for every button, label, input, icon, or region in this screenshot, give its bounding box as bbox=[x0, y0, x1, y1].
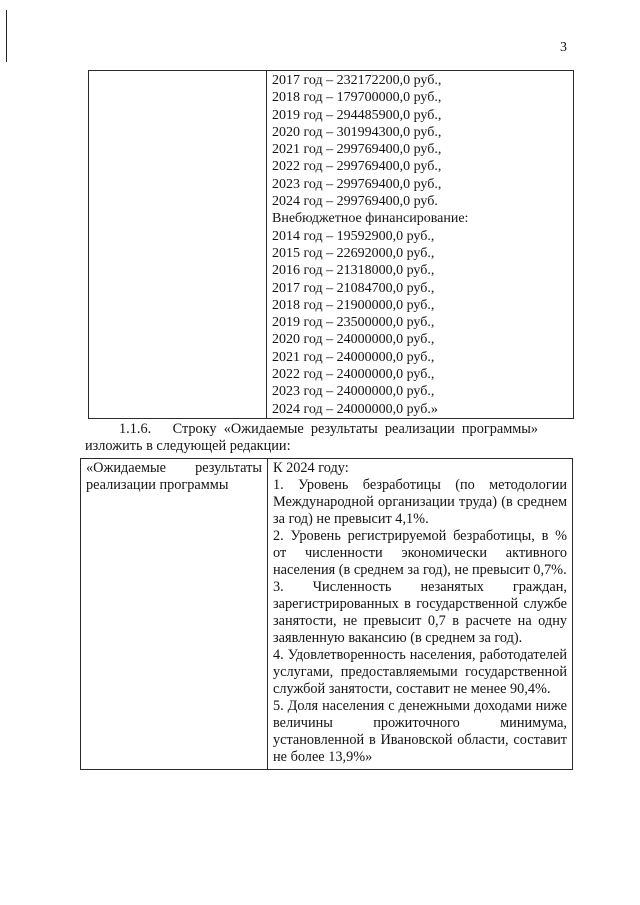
extrabudget-line: 2019 год – 23500000,0 руб., bbox=[272, 315, 435, 331]
extrabudget-line: 2015 год – 22692000,0 руб., bbox=[272, 245, 435, 261]
row-label: «Ожидаемые результаты bbox=[86, 460, 262, 476]
page-number: 3 bbox=[560, 40, 567, 55]
extrabudget-line: 2022 год – 24000000,0 руб., bbox=[272, 367, 435, 383]
extrabudget-line: 2014 год – 19592900,0 руб., bbox=[272, 228, 435, 244]
budget-line: 2020 год – 301994300,0 руб., bbox=[272, 124, 442, 140]
budget-line: 2023 год – 299769400,0 руб., bbox=[272, 176, 442, 192]
budget-line: 2024 год – 299769400,0 руб. bbox=[272, 194, 438, 210]
extrabudget-line: 2020 год – 24000000,0 руб., bbox=[272, 332, 435, 348]
result-item: 3. Численность незанятых граждан, зарегистрированных в государственной службе занятости, не превысит 0,7 в расчете на одну заявленную вакансию (в среднем за год). bbox=[273, 579, 567, 646]
result-item: 1. Уровень безработицы (по методологии Международной организации труда) (в среднем за год) не превысит 4,1%. bbox=[273, 477, 567, 527]
table-row bbox=[81, 459, 573, 770]
result-item: 4. Удовлетворенность населения, работодателей услугами, предоставляемыми государственной службой занятости, составит не менее 90,4%. bbox=[273, 647, 567, 697]
section-heading-line: изложить в следующей редакции: bbox=[85, 438, 291, 454]
budget-line: 2022 год – 299769400,0 руб., bbox=[272, 159, 442, 175]
budget-line: 2019 год – 294485900,0 руб., bbox=[272, 107, 442, 123]
result-item: 2. Уровень регистрируемой безработицы, в % от численности экономически активного населения (в среднем за год), не превысит 0,7%. bbox=[273, 528, 567, 578]
expected-results-label-cell bbox=[81, 459, 268, 770]
table-row bbox=[89, 71, 574, 419]
result-item: 5. Доля населения с денежными доходами ниже величины прожиточного минимума, установленной в Ивановской области, составит не более 13,9%» bbox=[273, 698, 567, 765]
extrabudget-line: 2021 год – 24000000,0 руб., bbox=[272, 349, 435, 365]
budget-line: 2017 год – 232172200,0 руб., bbox=[272, 73, 442, 88]
extrabudget-heading: Внебюджетное финансирование: bbox=[272, 211, 469, 227]
section-heading-line: 1.1.6. Строку «Ожидаемые результаты реализации программы» bbox=[119, 421, 539, 437]
extrabudget-line: 2023 год – 24000000,0 руб., bbox=[272, 384, 435, 400]
funding-table-left-cell bbox=[89, 71, 267, 419]
extrabudget-line: 2016 год – 21318000,0 руб., bbox=[272, 263, 435, 279]
results-intro: К 2024 году: bbox=[273, 460, 349, 476]
row-label: реализации программы bbox=[86, 477, 229, 493]
extrabudget-line: 2017 год – 21084700,0 руб., bbox=[272, 280, 435, 296]
budget-line: 2018 год – 179700000,0 руб., bbox=[272, 90, 442, 106]
funding-table-right-cell bbox=[267, 71, 574, 419]
extrabudget-line: 2024 год – 24000000,0 руб.» bbox=[272, 401, 438, 417]
funding-table bbox=[88, 70, 574, 419]
expected-results-content-cell bbox=[268, 459, 573, 770]
section-paragraph bbox=[85, 421, 576, 455]
extrabudget-line: 2018 год – 21900000,0 руб., bbox=[272, 297, 435, 313]
budget-line: 2021 год – 299769400,0 руб., bbox=[272, 142, 442, 158]
expected-results-table bbox=[80, 458, 573, 770]
margin-binding-line bbox=[6, 10, 7, 62]
